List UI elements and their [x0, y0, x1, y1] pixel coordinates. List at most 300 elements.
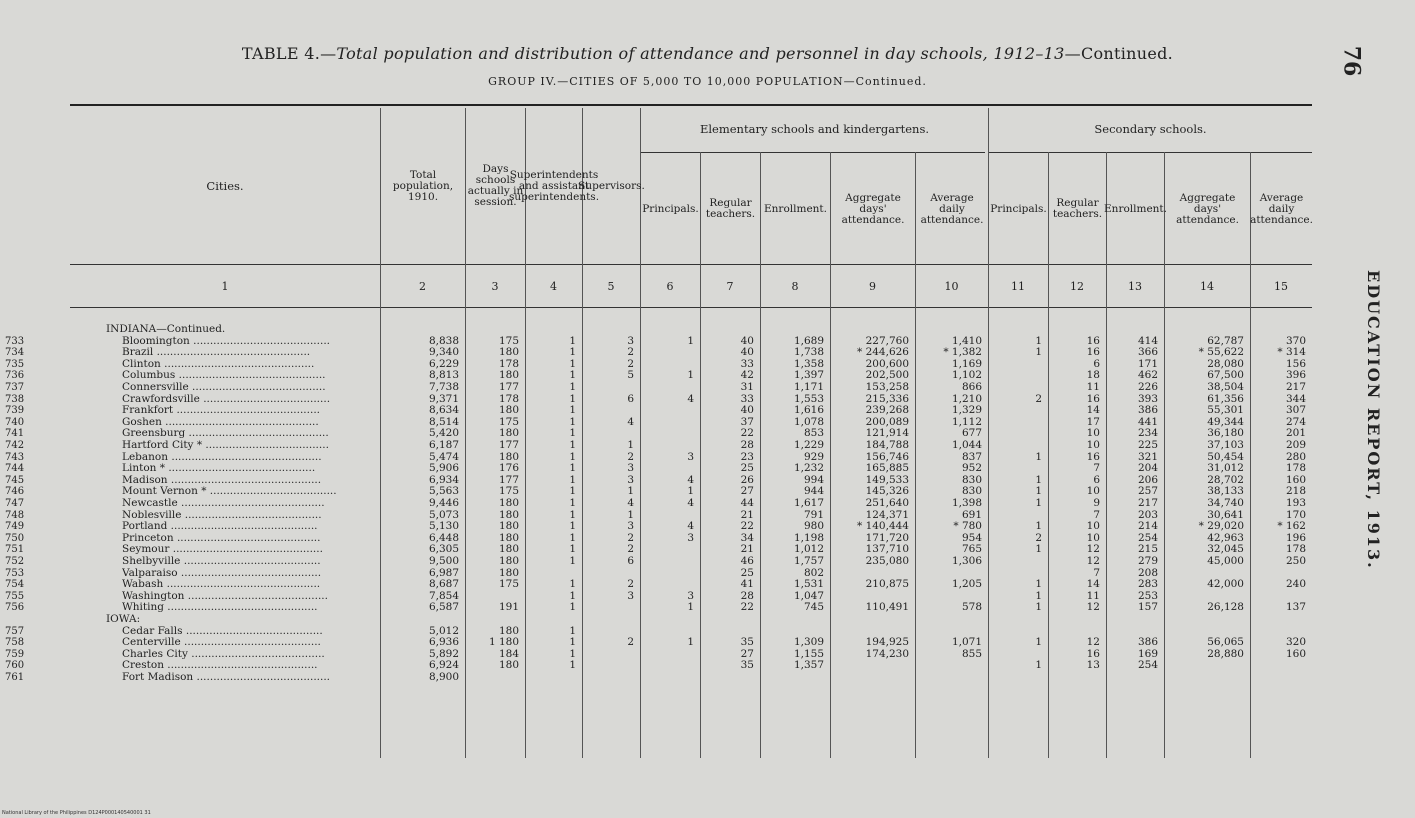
- table-cell: 3: [687, 450, 694, 463]
- table-cell: 9,500: [428, 555, 459, 567]
- table-cell: 27: [740, 647, 754, 660]
- table-cell: 1,012: [793, 543, 824, 556]
- table-cell: 344: [1285, 392, 1306, 405]
- table-row: [5, 601, 1312, 614]
- table-cell: 1,205: [951, 578, 982, 591]
- table-cell: 226: [1137, 381, 1158, 393]
- table-cell: 215,336: [865, 392, 909, 405]
- table-cell: 283: [1137, 578, 1158, 591]
- table-cell: 191: [498, 601, 519, 614]
- table-cell: 145,326: [865, 485, 909, 498]
- table-row: [5, 404, 1312, 417]
- table-cell: 176: [498, 462, 519, 475]
- table-cell: 9,446: [428, 497, 459, 509]
- row-number: 741: [5, 428, 25, 440]
- state-name: IOWA:: [106, 614, 141, 625]
- table-cell: 175: [498, 485, 519, 498]
- table-cell: 3: [627, 473, 634, 486]
- table-cell: 253: [1137, 589, 1158, 602]
- table-cell: 1,553: [793, 392, 824, 405]
- table-cell: * 29,020: [1198, 520, 1244, 533]
- table-cell: 178: [498, 357, 519, 370]
- table-cell: 180: [498, 427, 519, 440]
- table-cell: 160: [1285, 473, 1306, 486]
- table-cell: 1: [569, 415, 576, 428]
- table-cell: 180: [498, 346, 519, 359]
- table-cell: 5,906: [428, 462, 459, 475]
- table-row: [5, 346, 1312, 359]
- row-number: 756: [5, 602, 25, 614]
- table-cell: 1: [569, 357, 576, 370]
- table-cell: 12: [1086, 636, 1100, 649]
- table-cell: 12: [1086, 543, 1100, 556]
- row-number: 757: [5, 625, 25, 637]
- table-cell: 1: [1035, 659, 1042, 672]
- column-number: 13: [1128, 280, 1142, 293]
- table-cell: 17: [1086, 415, 1100, 428]
- table-cell: 1,102: [951, 369, 982, 382]
- table-cell: 165,885: [865, 462, 909, 475]
- row-number: 747: [5, 498, 25, 509]
- table-cell: 1: [569, 473, 576, 486]
- table-cell: 21: [740, 543, 754, 556]
- table-cell: 1,410: [951, 334, 982, 347]
- table-cell: 3: [627, 520, 634, 533]
- table-cell: 11: [1086, 381, 1100, 393]
- table-cell: 49,344: [1207, 415, 1244, 428]
- table-cell: 1: [1035, 334, 1042, 347]
- table-cell: 27: [740, 485, 754, 498]
- table-cell: 1: [687, 636, 694, 649]
- table-cell: 149,533: [865, 473, 909, 486]
- table-cell: 21: [740, 508, 754, 521]
- table-cell: 257: [1137, 485, 1158, 498]
- table-cell: 14: [1086, 404, 1100, 417]
- city-name: Frankfort ...........................................: [122, 405, 320, 417]
- page-number: 76: [1338, 45, 1365, 77]
- row-number: 736: [5, 370, 25, 382]
- table-cell: 3: [627, 589, 634, 602]
- table-cell: 5,012: [428, 624, 459, 637]
- table-cell: 578: [961, 601, 982, 614]
- table-row: [5, 415, 1312, 429]
- table-cell: 2: [627, 357, 634, 370]
- table-cell: 180: [498, 404, 519, 417]
- table-row: [5, 369, 1312, 382]
- table-cell: 1,616: [793, 404, 824, 417]
- table-row: [5, 392, 1312, 406]
- table-cell: 5,420: [428, 427, 459, 440]
- table-cell: 16: [1086, 392, 1100, 405]
- table-cell: 169: [1137, 647, 1158, 660]
- table-cell: 6,229: [428, 357, 459, 370]
- table-cell: 28,080: [1207, 357, 1244, 370]
- table-cell: 16: [1086, 346, 1100, 359]
- table-cell: 22: [740, 427, 754, 440]
- table-cell: 38,504: [1207, 381, 1244, 393]
- header-elem-average: Average daily attendance.: [920, 191, 984, 226]
- table-cell: 1: [1035, 497, 1042, 509]
- table-cell: 41: [740, 578, 754, 591]
- header-days: Days schools actually in session.: [467, 163, 524, 208]
- table-cell: * 244,626: [856, 346, 909, 359]
- table-cell: 55,301: [1207, 404, 1244, 417]
- table-cell: 200,600: [865, 357, 909, 370]
- header-elem-teachers: Regular teachers.: [705, 197, 756, 220]
- table-cell: 6,987: [428, 566, 459, 579]
- table-cell: 830: [961, 485, 982, 498]
- header-elem-aggregate: Aggregate days' attendance.: [841, 191, 905, 226]
- table-cell: 677: [961, 427, 982, 440]
- table-row: [5, 439, 1312, 452]
- table-cell: 208: [1137, 566, 1158, 579]
- table-cell: 1,171: [793, 381, 824, 393]
- city-name: Columbus ............................................: [122, 370, 326, 382]
- table-cell: 175: [498, 578, 519, 591]
- city-name: Lebanon .............................................: [122, 451, 322, 463]
- table-row: [5, 450, 1312, 464]
- table-cell: 279: [1137, 555, 1158, 567]
- table-cell: 1,689: [793, 334, 824, 347]
- table-cell: 1: [687, 485, 694, 498]
- row-number: 758: [5, 637, 25, 649]
- table-cell: 1: [1035, 636, 1042, 649]
- table-cell: 7,854: [428, 589, 459, 602]
- table-cell: 157: [1137, 601, 1158, 614]
- table-cell: 240: [1285, 578, 1306, 591]
- table-cell: 1: [569, 520, 576, 533]
- table-cell: 3: [627, 334, 634, 347]
- table-row: [5, 647, 1312, 661]
- table-cell: 202,500: [865, 369, 909, 382]
- table-cell: 42,963: [1207, 531, 1244, 544]
- row-number: 748: [5, 509, 25, 521]
- table-cell: 121,914: [865, 427, 909, 440]
- table-cell: 31,012: [1207, 462, 1244, 475]
- table-cell: 235,080: [865, 555, 909, 567]
- table-row: [5, 381, 1312, 394]
- city-name: Newcastle ...........................................: [122, 498, 325, 509]
- city-name: Linton * ............................................: [122, 463, 316, 475]
- table-cell: 217: [1285, 381, 1306, 393]
- city-name: Madison .............................................: [122, 474, 322, 486]
- table-cell: 830: [961, 473, 982, 486]
- city-name: Shelbyville .........................................: [122, 556, 321, 567]
- row-number: 744: [5, 463, 25, 475]
- column-number: 1: [221, 280, 229, 293]
- column-number: 4: [550, 280, 557, 293]
- table-cell: 184: [498, 647, 519, 660]
- table-cell: 44: [740, 497, 754, 509]
- table-cell: 35: [740, 659, 754, 672]
- table-cell: 6: [627, 555, 634, 567]
- title-suffix: —Continued.: [1064, 44, 1174, 63]
- table-cell: 320: [1285, 636, 1306, 649]
- table-cell: 1,112: [951, 415, 982, 428]
- table-row: [5, 427, 1312, 440]
- table-cell: 1: [569, 543, 576, 556]
- table-cell: 7: [1093, 566, 1100, 579]
- row-number: 739: [5, 405, 25, 417]
- row-number: 740: [5, 416, 25, 428]
- table-cell: 12: [1086, 555, 1100, 567]
- column-number: 3: [491, 280, 499, 293]
- table-cell: 6,936: [428, 636, 459, 649]
- row-number: 733: [5, 335, 25, 347]
- table-cell: 307: [1285, 404, 1306, 417]
- table-cell: 1,047: [793, 589, 824, 602]
- table-cell: 16: [1086, 450, 1100, 463]
- table-cell: 321: [1137, 450, 1158, 463]
- city-name: Fort Madison ........................................: [122, 672, 331, 683]
- table-cell: 204: [1137, 462, 1158, 475]
- table-cell: 6,448: [428, 531, 459, 544]
- table-cell: 5,563: [428, 485, 459, 498]
- table-cell: 6,924: [428, 659, 459, 672]
- header-elementary: Elementary schools and kindergartens.: [699, 122, 930, 136]
- city-name: Greensburg ..........................................: [122, 428, 329, 440]
- row-number: 742: [5, 440, 25, 451]
- table-cell: 217: [1137, 497, 1158, 509]
- table-cell: 1: [569, 508, 576, 521]
- header-sec-principals: Principals.: [990, 202, 1047, 215]
- table-cell: 4: [687, 520, 694, 533]
- state-name: INDIANA—Continued.: [106, 324, 226, 335]
- table-cell: 2: [627, 450, 634, 463]
- table-cell: 180: [498, 624, 519, 637]
- table-cell: 1: [1035, 485, 1042, 498]
- table-cell: 42: [740, 369, 754, 382]
- table-cell: 26: [740, 473, 754, 486]
- table-cell: 50,454: [1207, 450, 1244, 463]
- table-cell: 180: [498, 497, 519, 509]
- table-cell: 2: [627, 636, 634, 649]
- table-cell: 1: [569, 555, 576, 567]
- table-cell: 45,000: [1207, 555, 1244, 567]
- table-cell: 180: [498, 555, 519, 567]
- table-cell: 1: [569, 601, 576, 614]
- table-cell: 160: [1285, 647, 1306, 660]
- table-cell: 396: [1285, 369, 1306, 382]
- table-cell: 28: [740, 439, 754, 451]
- table-cell: 1,198: [793, 531, 824, 544]
- table-cell: 35: [740, 636, 754, 649]
- table-cell: 1: [1035, 578, 1042, 591]
- table-cell: 206: [1137, 473, 1158, 486]
- table-cell: 929: [803, 450, 824, 463]
- table-cell: 178: [1285, 462, 1306, 475]
- city-name: Bloomington .........................................: [122, 335, 331, 347]
- table-cell: 6,305: [428, 543, 459, 556]
- table-cell: 1: [569, 624, 576, 637]
- table-cell: 33: [740, 357, 754, 370]
- table-cell: 765: [961, 543, 982, 556]
- table-cell: 1,329: [951, 404, 982, 417]
- table-cell: 5,892: [428, 647, 459, 660]
- table-cell: 209: [1285, 439, 1306, 451]
- city-name: Goshen ..............................................: [122, 416, 319, 428]
- table-cell: 954: [961, 531, 982, 544]
- row-number: 738: [5, 393, 25, 405]
- table-cell: 5,474: [428, 450, 459, 463]
- table-cell: * 314: [1277, 346, 1306, 359]
- row-number: 760: [5, 660, 25, 672]
- row-number: 735: [5, 358, 25, 370]
- table-cell: 1: [1035, 589, 1042, 602]
- table-cell: 37: [740, 415, 754, 428]
- header-sec-aggregate: Aggregate days' attendance.: [1176, 191, 1239, 226]
- column-number: 12: [1070, 280, 1084, 293]
- city-name: Charles City ........................................: [122, 648, 325, 660]
- table-cell: 1,169: [951, 357, 982, 370]
- table-cell: 171,720: [865, 531, 909, 544]
- table-cell: 1: [569, 485, 576, 498]
- table-cell: 23: [740, 450, 754, 463]
- city-name: Centerville .........................................: [122, 637, 321, 649]
- city-name: Clinton .............................................: [122, 358, 315, 370]
- table-cell: 1,155: [793, 647, 824, 660]
- table-cell: 203: [1137, 508, 1158, 521]
- table-cell: 7: [1093, 508, 1100, 521]
- table-cell: 250: [1285, 555, 1306, 567]
- state-heading-row: [70, 324, 1312, 336]
- column-number: 6: [666, 280, 674, 293]
- table-cell: 40: [740, 334, 754, 347]
- table-cell: 1,531: [793, 578, 824, 591]
- table-cell: 30,641: [1207, 508, 1244, 521]
- table-row: [5, 543, 1312, 556]
- table-cell: 7,738: [428, 381, 459, 393]
- table-cell: 175: [498, 334, 519, 347]
- table-cell: 25: [740, 462, 754, 475]
- table-cell: 201: [1285, 427, 1306, 440]
- header-sec-enrollment: Enrollment.: [1104, 202, 1167, 215]
- table-row: [5, 636, 1312, 649]
- table-cell: 386: [1137, 404, 1158, 417]
- table-cell: 280: [1285, 450, 1306, 463]
- table-cell: 234: [1137, 427, 1158, 440]
- table-cell: 1: [569, 334, 576, 347]
- table-cell: 2: [627, 578, 634, 591]
- table-cell: 18: [1086, 369, 1100, 382]
- table-cell: 12: [1086, 601, 1100, 614]
- table-cell: 177: [498, 381, 519, 393]
- column-number: 10: [944, 280, 959, 293]
- city-name: Cedar Falls .........................................: [122, 625, 323, 637]
- table-cell: 254: [1137, 531, 1158, 544]
- table-cell: 38,133: [1207, 485, 1244, 498]
- row-number: 737: [5, 382, 25, 393]
- header-cities: Cities.: [206, 178, 244, 193]
- table-cell: 5,130: [428, 520, 459, 533]
- table-cell: 31: [740, 381, 754, 393]
- table-cell: 37,103: [1207, 439, 1244, 451]
- table-cell: 177: [498, 439, 519, 451]
- table-cell: 10: [1086, 485, 1100, 498]
- table-cell: 14: [1086, 578, 1100, 591]
- table-cell: 1: [569, 439, 576, 451]
- table-cell: 42,000: [1207, 578, 1244, 591]
- state-heading-row: [70, 614, 1312, 626]
- table-cell: 855: [961, 647, 982, 660]
- table-cell: 393: [1137, 392, 1158, 405]
- table-row: [5, 659, 1312, 672]
- table-cell: 40: [740, 404, 754, 417]
- table-cell: 1: [569, 531, 576, 544]
- city-name: Noblesville .........................................: [122, 509, 322, 521]
- table-cell: 1: [627, 485, 634, 498]
- table-cell: 8,900: [428, 671, 459, 683]
- column-number: 8: [791, 280, 799, 293]
- header-total-pop: Total population, 1910.: [392, 168, 454, 203]
- table-cell: 124,371: [865, 508, 909, 521]
- table-cell: 11: [1086, 589, 1100, 602]
- table-cell: 5: [627, 369, 634, 382]
- table-cell: 1: [569, 404, 576, 417]
- table-cell: 22: [740, 520, 754, 533]
- table-cell: 691: [961, 508, 982, 521]
- city-name: Wabash ..............................................: [122, 579, 321, 591]
- table-row: [5, 334, 1312, 348]
- table-cell: 4: [627, 415, 634, 428]
- table-cell: 1: [1035, 520, 1042, 533]
- header-supervisors: Supervisors.: [578, 179, 645, 192]
- city-name: Crawfordsville ......................................: [122, 393, 331, 405]
- table-cell: 178: [498, 392, 519, 405]
- table-cell: 174,230: [865, 647, 909, 660]
- table-cell: 1,358: [793, 357, 824, 370]
- column-number: 9: [869, 280, 876, 293]
- header-elem-principals: Principals.: [642, 202, 699, 215]
- table-cell: 170: [1285, 508, 1306, 521]
- data-table: [5, 104, 1313, 764]
- city-name: Whiting .............................................: [122, 602, 318, 614]
- table-row: [5, 531, 1312, 545]
- city-name: Connersville ........................................: [122, 382, 326, 393]
- table-cell: 1: [1035, 543, 1042, 556]
- table-cell: 1: [1035, 346, 1042, 359]
- table-cell: 28,880: [1207, 647, 1244, 660]
- table-cell: 110,491: [865, 601, 909, 614]
- table-cell: 137: [1285, 601, 1306, 614]
- city-name: Creston .............................................: [122, 660, 318, 672]
- table-cell: 1,078: [793, 415, 824, 428]
- city-name: Valparaiso ..........................................: [122, 567, 322, 579]
- table-cell: 251,640: [865, 497, 909, 509]
- table-cell: * 162: [1277, 520, 1306, 533]
- table-cell: 33: [740, 392, 754, 405]
- table-cell: 1,071: [951, 636, 982, 649]
- table-cell: 1: [569, 392, 576, 405]
- table-cell: 3: [687, 531, 694, 544]
- column-number: 2: [419, 280, 426, 293]
- city-name: Hartford City * .....................................: [122, 440, 329, 451]
- table-cell: 1,309: [793, 636, 824, 649]
- table-cell: 67,500: [1207, 369, 1244, 382]
- column-number: 11: [1011, 280, 1025, 293]
- table-cell: 6,187: [428, 439, 459, 451]
- table-cell: 8,514: [428, 415, 459, 428]
- table-cell: 6: [627, 392, 634, 405]
- table-cell: * 140,444: [856, 520, 909, 533]
- table-cell: 153,258: [865, 381, 909, 393]
- table-cell: 16: [1086, 334, 1100, 347]
- table-cell: 414: [1137, 334, 1158, 347]
- table-cell: 5,073: [428, 508, 459, 521]
- table-cell: 802: [803, 566, 824, 579]
- table-cell: 1,044: [951, 439, 982, 451]
- table-cell: 214: [1137, 520, 1158, 533]
